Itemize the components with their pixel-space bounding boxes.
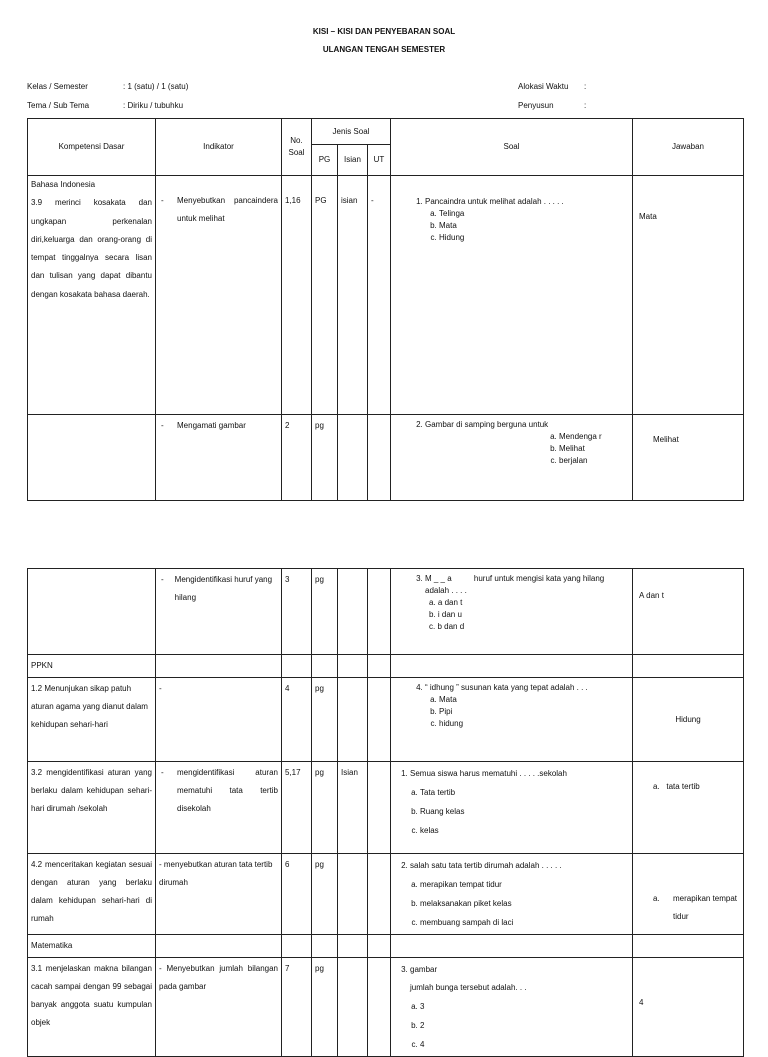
option-b: b. Pipi <box>439 706 629 718</box>
option-c: c. membuang sampah di laci <box>420 913 629 932</box>
no-cell: 3 <box>282 569 312 655</box>
no-cell: 5,17 <box>282 762 312 854</box>
pg-cell: pg <box>312 415 338 501</box>
subject-label: Bahasa Indonesia <box>31 180 96 189</box>
ut-cell: - <box>368 176 391 415</box>
indikator-cell: - Mengidentifikasi huruf yang hilang <box>156 569 282 655</box>
kisi-table-1 <box>27 118 744 501</box>
col-kompetensi-dasar: Kompetensi Dasar <box>28 119 156 176</box>
jawaban-cell: A dan t <box>633 569 744 655</box>
option-b: b. melaksanakan piket kelas <box>420 894 629 913</box>
option-a: a. 3 <box>420 997 629 1016</box>
option-c: c. Hidung <box>439 232 629 244</box>
pg-cell: pg <box>312 569 338 655</box>
indikator-cell: - mengidentifikasi aturan mematuhi tata tertib disekolah <box>156 762 282 854</box>
question-text: 2. Gambar di samping berguna untuk a. Mendenga r b. Melihat c. berjalan <box>425 419 629 467</box>
kd-text: 3.9 merinci kosakata dan ungkapan perkenalan diri,keluarga dan orang-orang di tempat tinggalnya secara lisan dan tulisan yang dapat dibantu dengan kosakata bahasa daerah. <box>31 198 152 299</box>
table-row <box>28 958 744 1057</box>
table-row <box>28 935 744 958</box>
pg-cell: PG <box>312 176 338 415</box>
ut-cell <box>368 678 391 762</box>
kd-cell <box>28 415 156 501</box>
option-b: b. 2 <box>420 1016 629 1035</box>
jawaban-cell: 4 <box>633 958 744 1057</box>
jawaban-cell: a. tata tertib <box>633 762 744 854</box>
option-b: b. Melihat <box>559 443 619 455</box>
question-text: 1. Semua siswa harus mematuhi . . . . .sekolah a. Tata tertib b. Ruang kelas c. kelas <box>410 764 629 840</box>
col-no-soal: No. Soal <box>282 119 312 176</box>
col-jawaban: Jawaban <box>633 119 744 176</box>
option-c: c. 4 <box>420 1035 629 1054</box>
doc-subtitle: ULANGAN TENGAH SEMESTER <box>322 45 446 54</box>
alokasi-row <box>518 82 586 91</box>
no-cell: 6 <box>282 854 312 935</box>
col-jenis-soal: Jenis Soal <box>312 119 391 145</box>
question-text: 2. salah satu tata tertib dirumah adalah . . . . . a. merapikan tempat tidur b. melaksanakan piket kelas c. membuang sampah di laci <box>410 856 629 932</box>
tema-row <box>27 101 183 110</box>
jawaban-cell: Hidung <box>633 678 744 762</box>
no-cell: 1,16 <box>282 176 312 415</box>
isian-cell <box>338 415 368 501</box>
table-row <box>28 854 744 935</box>
kelas-value: : 1 (satu) / 1 (satu) <box>123 82 189 91</box>
table-row <box>28 569 744 655</box>
option-a: a. Mendenga r <box>559 431 619 443</box>
soal-cell <box>391 176 633 415</box>
subject-label: PPKN <box>28 655 156 678</box>
question-text: 1. Pancaindra untuk melihat adalah . . . . . a. Telinga b. Mata c. Hidung <box>425 196 629 244</box>
option-c: c. kelas <box>420 821 629 840</box>
option-a: a. a dan t <box>429 597 629 609</box>
subject-label: Matematika <box>28 935 156 958</box>
option-c: c. hidung <box>439 718 629 730</box>
kd-cell <box>28 176 156 415</box>
alokasi-label: Alokasi Waktu <box>518 82 569 91</box>
ut-cell <box>368 958 391 1057</box>
question-text: 4. “ idhung ” susunan kata yang tepat adalah . . . a. Mata b. Pipi c. hidung <box>425 682 629 730</box>
indikator-cell: - Menyebutkan pancaindera untuk melihat <box>156 176 282 415</box>
tema-label: Tema / Sub Tema <box>27 101 90 110</box>
indikator-cell: - <box>156 678 282 762</box>
option-b: b. Mata <box>439 220 629 232</box>
table-row <box>28 678 744 762</box>
question-text-2: jumlah bunga tersebut adalah. . . <box>410 983 527 992</box>
penyusun-label: Penyusun <box>518 101 554 110</box>
kd-cell: 3.1 menjelaskan makna bilangan cacah sampai dengan 99 sebagai banyak anggota suatu kumpulan objek <box>28 958 156 1057</box>
isian-cell: Isian <box>338 762 368 854</box>
option-a: a. Tata tertib <box>420 783 629 802</box>
soal-cell <box>391 854 633 935</box>
jawaban-cell: Mata <box>633 176 744 415</box>
isian-cell: isian <box>338 176 368 415</box>
isian-cell <box>338 678 368 762</box>
col-pg: PG <box>312 145 338 176</box>
col-isian: Isian <box>338 145 368 176</box>
col-indikator: Indikator <box>156 119 282 176</box>
col-ut: UT <box>368 145 391 176</box>
soal-cell <box>391 762 633 854</box>
kisi-table-2 <box>27 568 744 1057</box>
isian-cell <box>338 569 368 655</box>
table-row <box>28 176 744 415</box>
option-c: c. berjalan <box>559 455 619 467</box>
option-a: a. Telinga <box>439 208 629 220</box>
kd-cell: 4.2 menceritakan kegiatan sesuai dengan aturan yang berlaku dalam kehidupan sehari-hari di rumah <box>28 854 156 935</box>
isian-cell <box>338 958 368 1057</box>
indikator-cell: - Mengamati gambar <box>156 415 282 501</box>
pg-cell: pg <box>312 678 338 762</box>
pg-cell: pg <box>312 854 338 935</box>
question-text: 3. gambar <box>410 960 629 979</box>
alokasi-value: : <box>584 82 587 91</box>
no-cell: 4 <box>282 678 312 762</box>
soal-cell <box>391 569 633 655</box>
col-soal: Soal <box>391 119 633 176</box>
pg-cell: pg <box>312 958 338 1057</box>
table-row <box>28 415 744 501</box>
option-b: b. i dan u <box>429 609 629 621</box>
jawaban-cell: Melihat <box>633 415 744 501</box>
option-a: a. merapikan tempat tidur <box>420 875 629 894</box>
isian-cell <box>338 854 368 935</box>
no-cell: 2 <box>282 415 312 501</box>
doc-title: KISI – KISI DAN PENYEBARAN SOAL <box>312 27 456 36</box>
table-row <box>28 762 744 854</box>
indikator-cell: - menyebutkan aturan tata tertib dirumah <box>156 854 282 935</box>
ut-cell <box>368 762 391 854</box>
question-text: 3. M _ _ a huruf untuk mengisi kata yang hilang adalah . . . . a. a dan t b. i dan u c. b dan d <box>425 573 629 633</box>
option-a: a. Mata <box>439 694 629 706</box>
ut-cell <box>368 854 391 935</box>
indikator-cell: - Menyebutkan jumlah bilangan pada gambar <box>156 958 282 1057</box>
tema-value: : Diriku / tubuhku <box>123 101 184 110</box>
no-cell: 7 <box>282 958 312 1057</box>
kd-cell: 1.2 Menunjukan sikap patuh aturan agama yang dianut dalam kehidupan sehari-hari <box>28 678 156 762</box>
pg-cell: pg <box>312 762 338 854</box>
option-c: c. b dan d <box>429 621 629 633</box>
ut-cell <box>368 415 391 501</box>
kelas-label: Kelas / Semester <box>27 82 88 91</box>
option-b: b. Ruang kelas <box>420 802 629 821</box>
soal-cell <box>391 958 633 1057</box>
soal-cell <box>391 678 633 762</box>
jawaban-cell: a. merapikan tempat tidur <box>633 854 744 935</box>
kd-cell: 3.2 mengidentifikasi aturan yang berlaku dalam kehidupan sehari-hari dirumah /sekolah <box>28 762 156 854</box>
kd-cell <box>28 569 156 655</box>
kelas-row <box>27 82 188 91</box>
soal-cell <box>391 415 633 501</box>
penyusun-value: : <box>584 101 587 110</box>
ut-cell <box>368 569 391 655</box>
penyusun-row <box>518 101 586 110</box>
table-row <box>28 655 744 678</box>
